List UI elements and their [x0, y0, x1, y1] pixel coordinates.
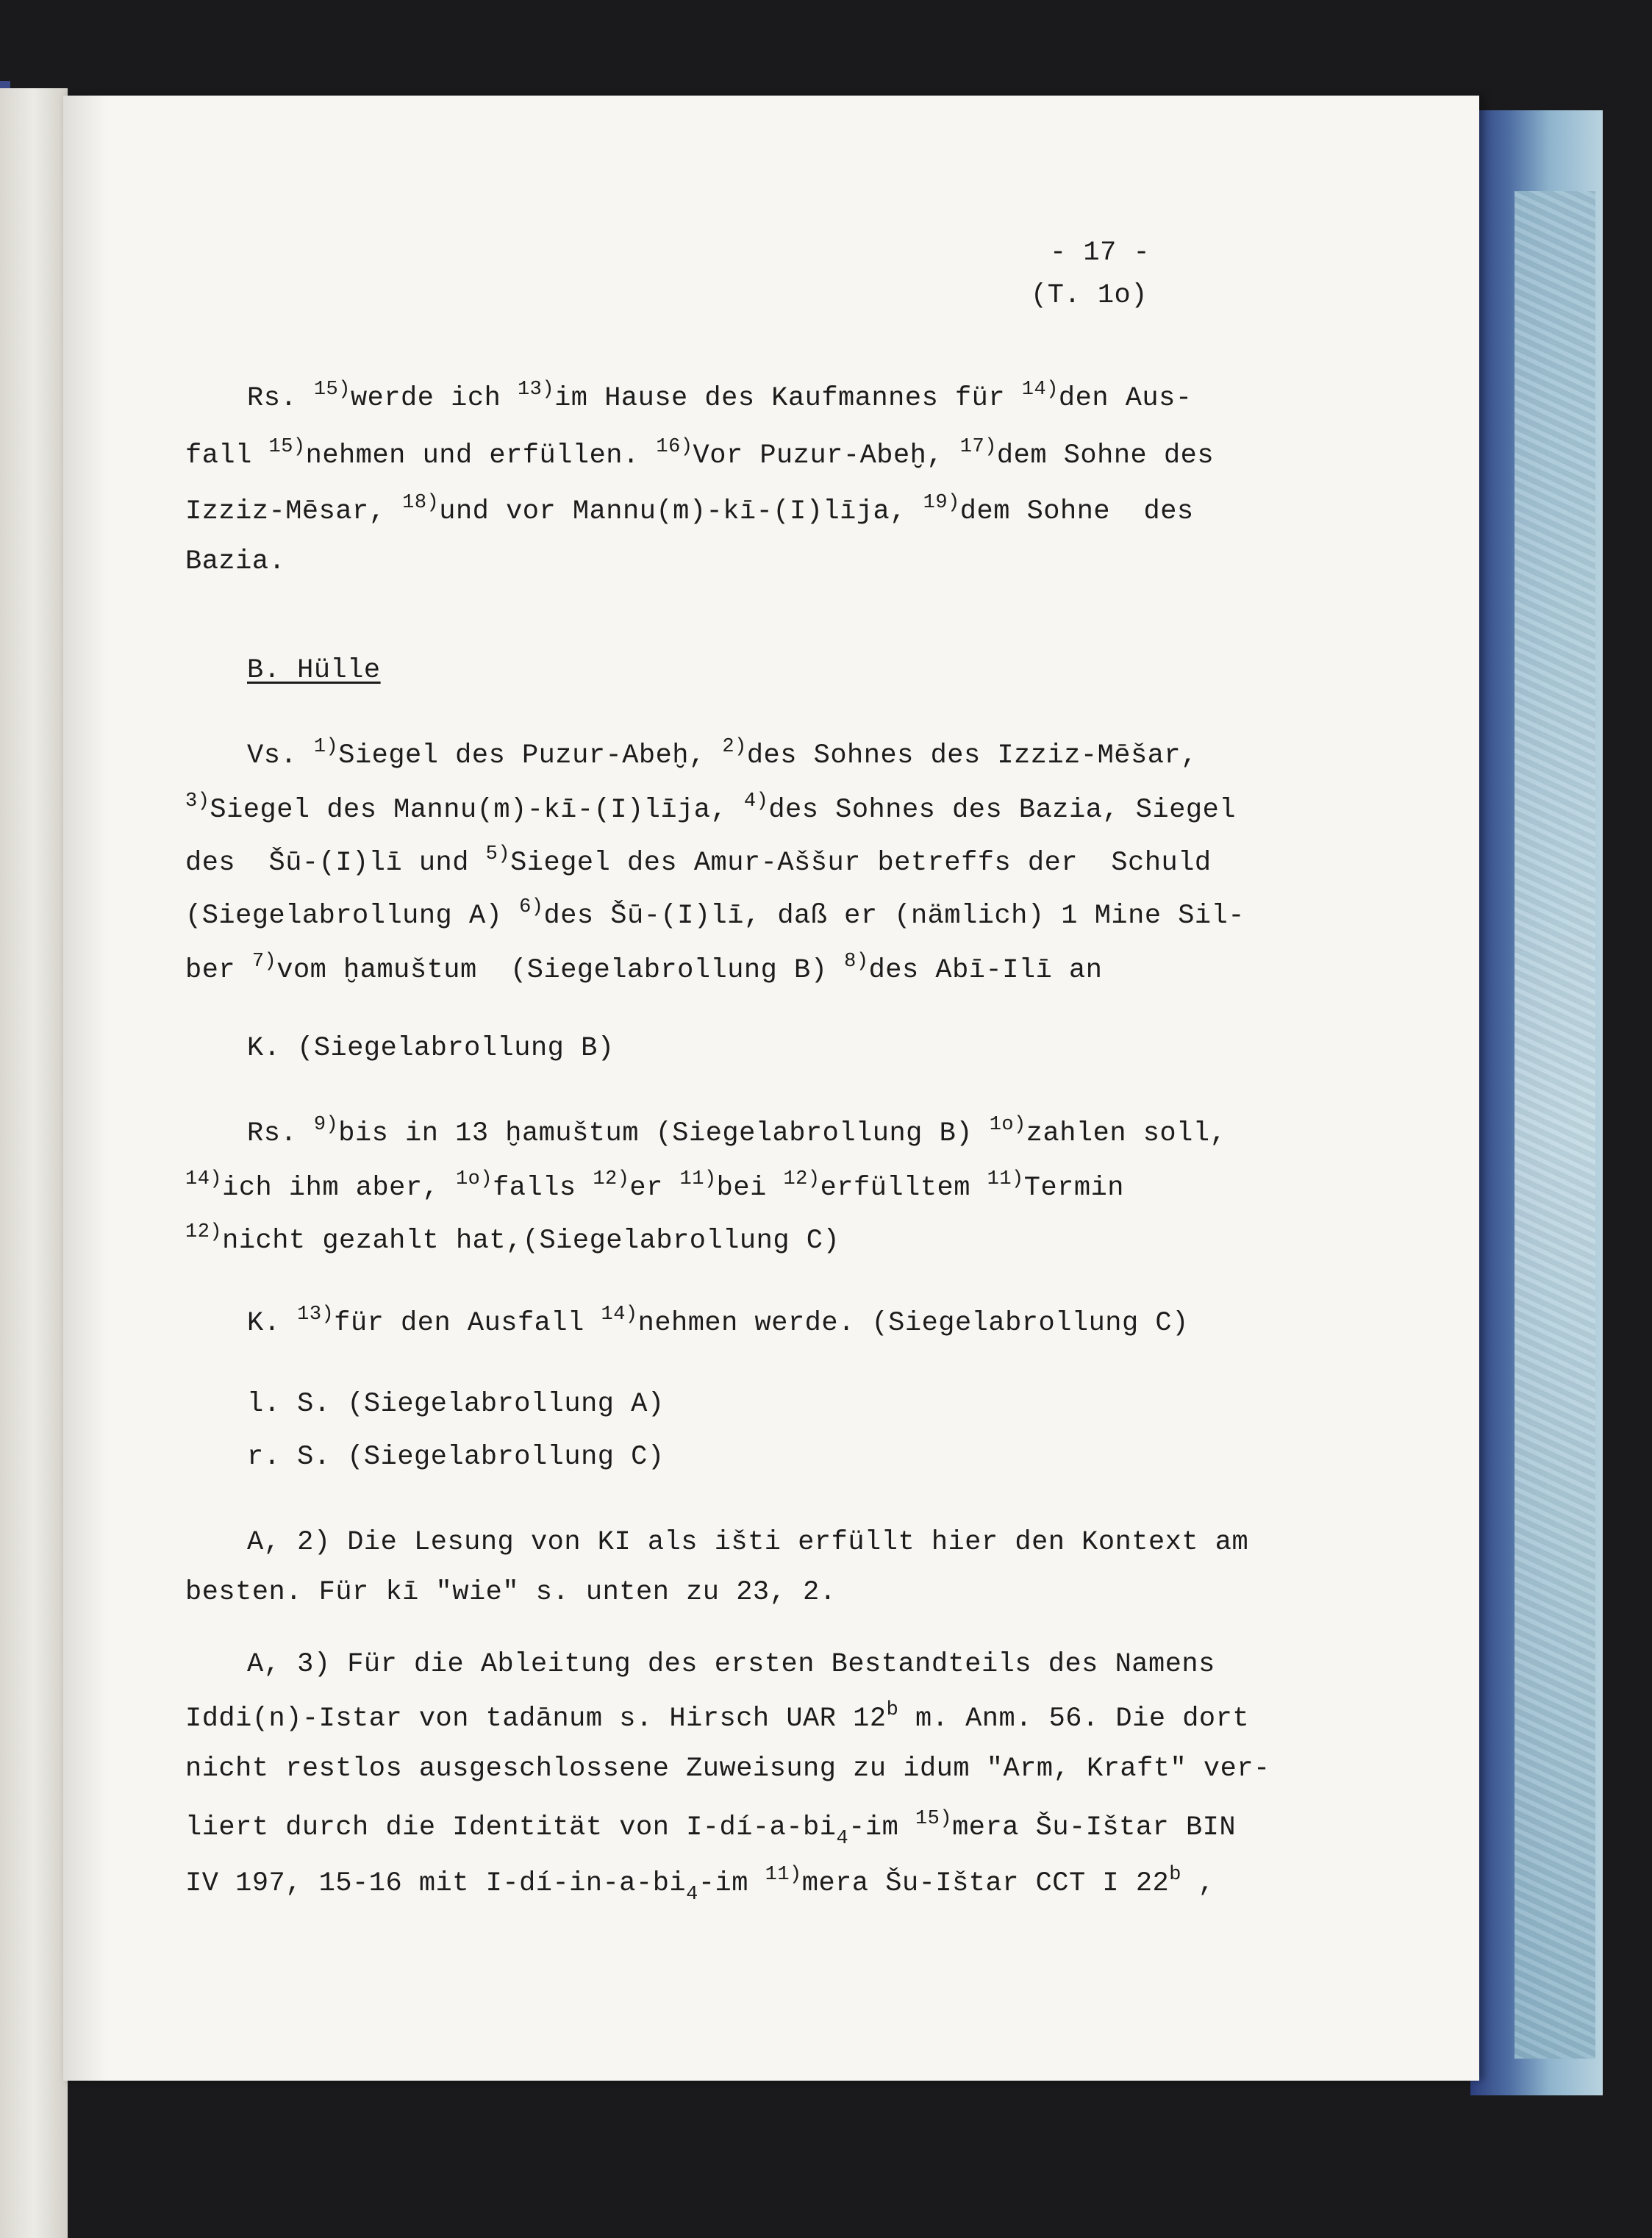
paragraph-line: $^{14)}$ich ihm aber, $^{1o)}$falls $^{12)}$er $^{11)}$bei $^{12)}$erfülltem $^{11)}$Termin	[185, 1168, 1124, 1204]
paragraph-line: Rs. $^{15)}$werde ich $^{13)}$im Hause des Kaufmannes für $^{14)}$den Aus-	[247, 379, 1192, 414]
paragraph-line: Iddi(n)-Istar von tadānum s. Hirsch UAR 12$^b$ m. Anm. 56. Die dort	[185, 1699, 1250, 1734]
paragraph-line: $^{12)}$nicht gezahlt hat,(Siegelabrollung C)	[185, 1221, 840, 1256]
section-title: B. Hülle	[247, 655, 381, 686]
paragraph-line: liert durch die Identität von $I-dí-a-bi_4-im$ $^{15)}$mera Šu-Ištar BIN	[185, 1808, 1237, 1850]
page-number: - 17 -	[1050, 237, 1151, 268]
paragraph-line: K. (Siegelabrollung B)	[247, 1033, 615, 1064]
paragraph-line: fall $^{15)}$nehmen und erfüllen. $^{16)}$Vor Puzur-Abeḫ, $^{17)}$dem Sohne des	[185, 436, 1215, 471]
paragraph-line: des Šū-(I)lī und $^{5)}$Siegel des Amur-Aššur betreffs der Schuld	[185, 843, 1212, 879]
paragraph-line: A, 2) Die Lesung von KI als išti erfüllt hier den Kontext am	[247, 1527, 1249, 1558]
paragraph-line: l. S. (Siegelabrollung A)	[247, 1389, 665, 1420]
paragraph-line: nicht restlos ausgeschlossene Zuweisung zu idum "Arm, Kraft" ver-	[185, 1753, 1270, 1784]
paragraph-line: $^{3)}$Siegel des Mannu(m)-kī-(I)līja, $^{4)}$des Sohnes des Bazia, Siegel	[185, 790, 1237, 826]
paragraph-line: K. $^{13)}$für den Ausfall $^{14)}$nehmen werde. (Siegelabrollung C)	[247, 1304, 1189, 1339]
paragraph-line: Bazia.	[185, 546, 286, 577]
paragraph-line: ber $^{7)}$vom ḫamuštum (Siegelabrollung B) $^{8)}$des Abī-Ilī an	[185, 951, 1103, 986]
paragraph-line: A, 3) Für die Ableitung des ersten Bestandteils des Namens	[247, 1649, 1215, 1680]
paragraph-line: IV 197, 15-16 mit $I-dí-in-a-bi_4-im$ $^{11)}$mera Šu-Ištar CCT I 22$^b$ ,	[185, 1864, 1215, 1906]
paragraph-line: Rs. $^{9)}$bis in 13 ḫamuštum (Siegelabrollung B) $^{1o)}$zahlen soll,	[247, 1114, 1227, 1149]
paragraph-line: Izziz-Mēsar, $^{18)}$und vor Mannu(m)-kī-(I)līja, $^{19)}$dem Sohne des	[185, 492, 1194, 527]
paragraph-line: r. S. (Siegelabrollung C)	[247, 1442, 665, 1473]
paragraph-line: besten. Für kī "wie" s. unten zu 23, 2.	[185, 1577, 837, 1608]
paragraph-line: (Siegelabrollung A) $^{6)}$des Šū-(I)lī, daß er (nämlich) 1 Mine Sil-	[185, 896, 1245, 932]
paragraph-line: Vs. $^{1)}$Siegel des Puzur-Abeḫ, $^{2)}$des Sohnes des Izziz-Mēšar,	[247, 736, 1198, 771]
text-reference: (T. 1o)	[1031, 280, 1148, 311]
